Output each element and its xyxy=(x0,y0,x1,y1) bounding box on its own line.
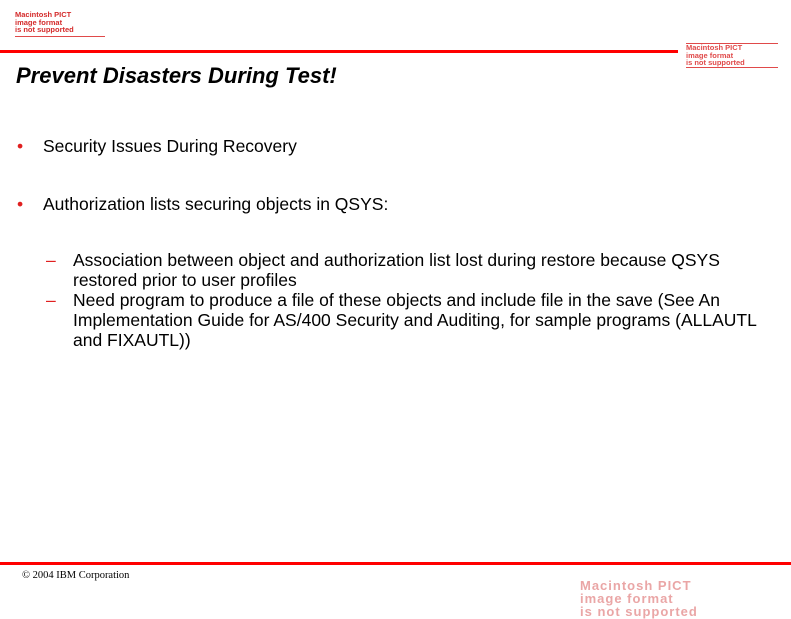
placeholder-line: Macintosh PICT xyxy=(580,578,692,593)
sub-bullet-item xyxy=(46,250,766,290)
footer-divider xyxy=(0,562,791,565)
unsupported-image-placeholder-bottom-right xyxy=(580,579,780,618)
placeholder-line: is not supported xyxy=(580,604,698,619)
slide-title: Prevent Disasters During Test! xyxy=(16,63,337,88)
dash-icon: – xyxy=(46,250,56,270)
bullet-icon: • xyxy=(17,194,24,214)
title-divider xyxy=(0,50,678,53)
bullet-text: Security Issues During Recovery xyxy=(43,136,297,156)
placeholder-line: image format xyxy=(15,17,63,27)
placeholder-line: image format xyxy=(686,50,734,60)
placeholder-line: is not supported xyxy=(686,58,745,67)
bullet-icon: • xyxy=(17,136,24,156)
bullet-text: Authorization lists securing objects in QSYS: xyxy=(43,194,389,214)
footer-copyright: © 2004 IBM Corporation xyxy=(22,570,130,581)
dash-icon: – xyxy=(46,290,56,310)
sub-bullet-text: Need program to produce a file of these objects and include file in the save (See An Implementation Guide for AS/400 Security and Auditing, for sample programs (ALLAUTL and FIXAUTL)) xyxy=(73,290,757,350)
bullet-item xyxy=(17,136,297,157)
sub-bullet-list xyxy=(46,250,766,350)
placeholder-line: is not supported xyxy=(15,25,74,34)
sub-bullet-item xyxy=(46,290,766,350)
placeholder-line: Macintosh PICT xyxy=(686,43,743,52)
unsupported-image-placeholder-top-right xyxy=(686,43,778,68)
unsupported-image-placeholder-top-left xyxy=(15,11,105,37)
sub-bullet-text: Association between object and authorization list lost during restore because QSYS restored prior to user profiles xyxy=(73,250,720,290)
placeholder-line: Macintosh PICT xyxy=(15,10,72,19)
bullet-item xyxy=(17,194,388,215)
placeholder-line: image format xyxy=(580,591,674,606)
